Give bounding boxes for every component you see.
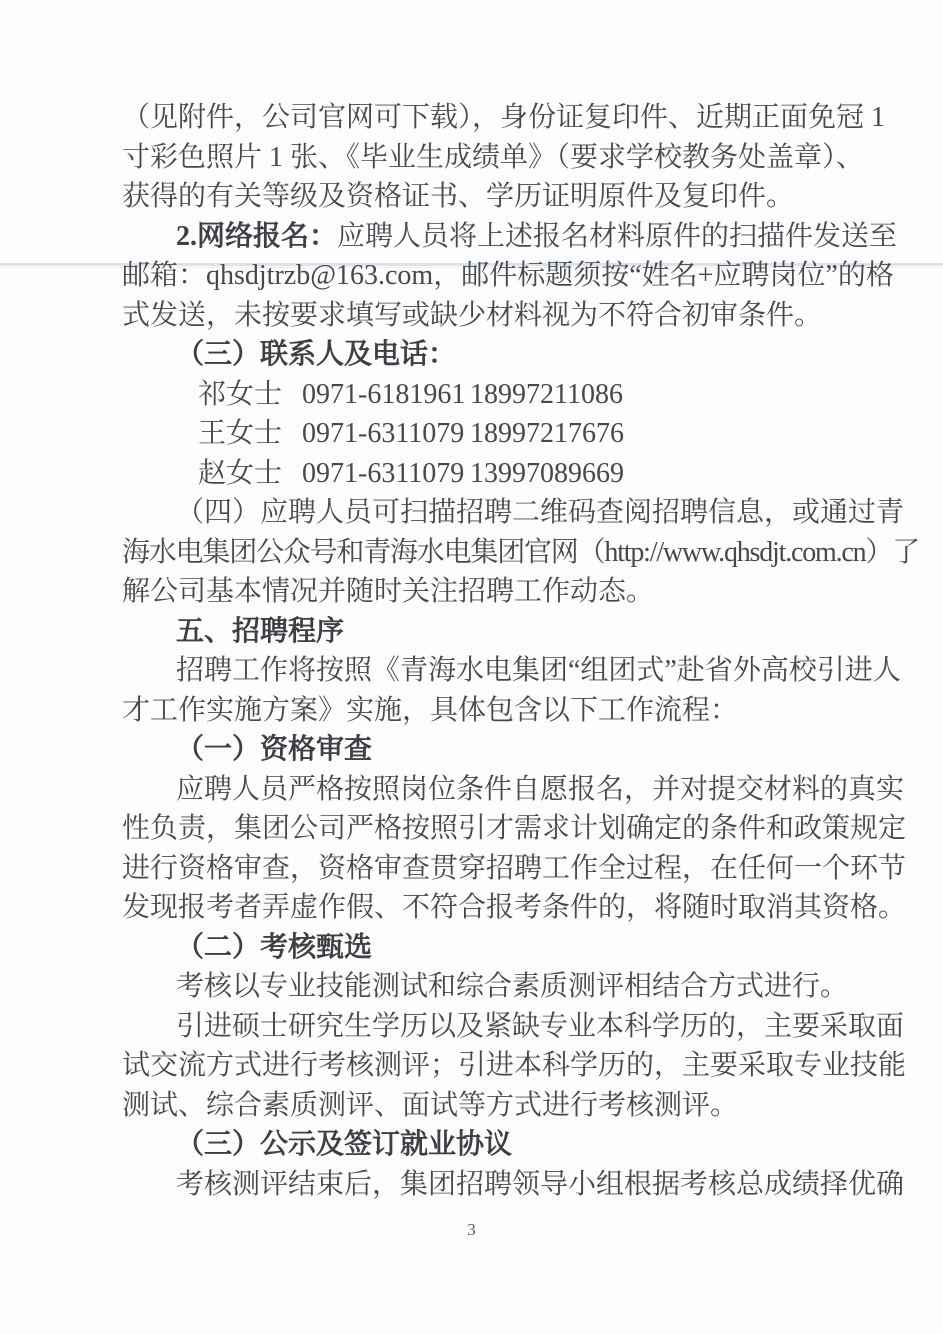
- paragraph-line: （见附件，公司官网可下载），身份证复印件、近期正面免冠 1: [122, 102, 886, 133]
- paragraph-line: 应聘人员严格按照岗位条件自愿报名，并对提交材料的真实: [176, 773, 905, 805]
- paragraph-line: 式发送，未按要求填写或缺少材料视为不符合初审条件。: [122, 299, 823, 331]
- paragraph-line: 寸彩色照片 1 张、《毕业生成绩单》（要求学校教务处盖章）、: [122, 141, 865, 173]
- bold-lead-in: 2.网络报名：: [176, 220, 338, 252]
- paragraph-line: 考核以专业技能测试和综合素质测评相结合方式进行。: [176, 971, 849, 1002]
- contact-phone: 0971-6181961: [302, 378, 466, 410]
- section-heading: （三）联系人及电话：: [176, 339, 457, 370]
- paragraph-line: 发现报考者弄虚作假、不符合报考条件的，将随时取消其资格。: [122, 892, 907, 923]
- paragraph-line: 引进硕士研究生学历以及紧缺专业本科学历的，主要采取面: [176, 1010, 905, 1042]
- paragraph-line: 性负责，集团公司严格按照引才需求计划确定的条件和政策规定: [122, 813, 907, 844]
- contact-phone: 0971-6311079: [302, 457, 465, 489]
- contact-mobile: 18997211086: [470, 378, 623, 410]
- contact-row: [122, 414, 855, 454]
- paragraph-line: 考核测评结束后，集团招聘领导小组根据考核总成绩择优确: [176, 1168, 905, 1200]
- contact-row: [122, 454, 855, 494]
- contact-name: 赵女士: [198, 457, 283, 489]
- section-heading: 五、招聘程序: [176, 615, 345, 647]
- page-number: 3: [467, 1220, 476, 1239]
- paragraph-line: 获得的有关等级及资格证书、学历证明原件及复印件。: [122, 181, 795, 212]
- paragraph-line: 邮箱：qhsdjtrzb@163.com，邮件标题须按“姓名+应聘岗位”的格: [122, 260, 894, 291]
- paragraph-line: 测试、综合素质测评、面试等方式进行考核测评。: [122, 1089, 739, 1121]
- contact-phone: 0971-6311079: [302, 418, 465, 449]
- paragraph-line: 海水电集团公众号和青海水电集团官网（http://www.qhsdjt.com.cn）了: [122, 536, 920, 568]
- paragraph-text: 应聘人员将上述报名材料原件的扫描件发送至: [337, 220, 898, 252]
- contact-row: [122, 375, 855, 415]
- paragraph-line: 解公司基本情况并随时关注招聘工作动态。: [122, 576, 655, 607]
- paragraph-line: 试交流方式进行考核测评；引进本科学历的，主要采取专业技能: [122, 1050, 907, 1081]
- paragraph-line: 招聘工作将按照《青海水电集团“组团式”赴省外高校引进人: [176, 655, 901, 686]
- contact-mobile: 13997089669: [470, 457, 624, 489]
- contact-name: 王女士: [198, 418, 283, 449]
- paragraph-line: 进行资格审查，资格审查贯穿招聘工作全过程，在任何一个环节: [122, 852, 907, 884]
- section-heading: （三）公示及签订就业协议: [176, 1129, 513, 1160]
- paragraph-line: （四）应聘人员可扫描招聘二维码查阅招聘信息，或通过青: [176, 497, 905, 528]
- document-body: [122, 98, 920, 1204]
- section-heading: （一）资格审查: [176, 734, 373, 765]
- contact-name: 祁女士: [198, 378, 283, 410]
- paragraph-line: 才工作实施方案》实施，具体包含以下工作流程：: [122, 694, 739, 726]
- contact-mobile: 18997217676: [470, 418, 624, 449]
- section-heading: （二）考核甄选: [176, 931, 373, 963]
- paragraph-line: [122, 217, 898, 257]
